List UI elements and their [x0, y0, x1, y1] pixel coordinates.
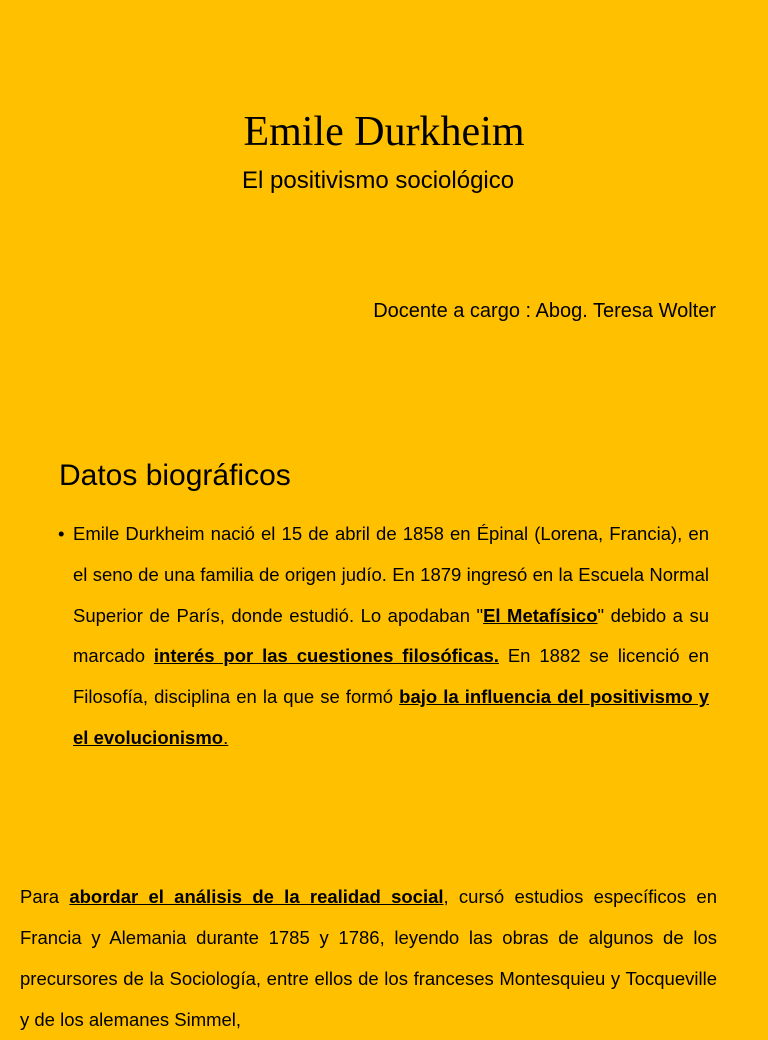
- page-subtitle: El positivismo sociológico: [242, 167, 515, 194]
- bio-emphasis-philosophy: interés por las cuestiones filosóficas.: [153, 645, 499, 667]
- analysis-paragraph: [20, 876, 717, 1040]
- bio-text-1: Emile Durkheim nació el 15 de abril de 1858 en Épinal (Lorena, Francia), en el seno de una familia de origen judío. En 1879 ingresó en la Escuela Normal Superior de París, donde estudió. Lo apodaban ": [73, 523, 709, 626]
- bullet-marker: •: [58, 523, 65, 544]
- bio-text-4: .: [223, 726, 229, 748]
- bio-text-3: En 1882 se licenció en Filosofía, disciplina en la que se formó: [73, 645, 709, 708]
- bio-text-2: " debido a su marcado: [73, 604, 709, 667]
- bio-emphasis-nickname: El Metafísico: [483, 604, 598, 626]
- para2-emphasis-analysis: abordar el análisis de la realidad social: [69, 886, 444, 907]
- para2-text-2: , cursó estudios específicos en Francia y Alemania durante 1785 y 1786, leyendo las obras de algunos de los precursores de la Sociología, entre ellos de los franceses Montesquieu y Tocqueville y de los alemanes Simmel,: [20, 886, 717, 1030]
- teacher-credit: Docente a cargo : Abog. Teresa Wolter: [373, 300, 716, 322]
- biography-paragraph: [73, 514, 709, 759]
- section-heading: Datos biográficos: [59, 459, 291, 492]
- bio-emphasis-influence: bajo la influencia del positivismo y el evolucionismo: [73, 686, 709, 748]
- para2-text-1: Para: [20, 886, 70, 907]
- page-title: Emile Durkheim: [243, 109, 525, 155]
